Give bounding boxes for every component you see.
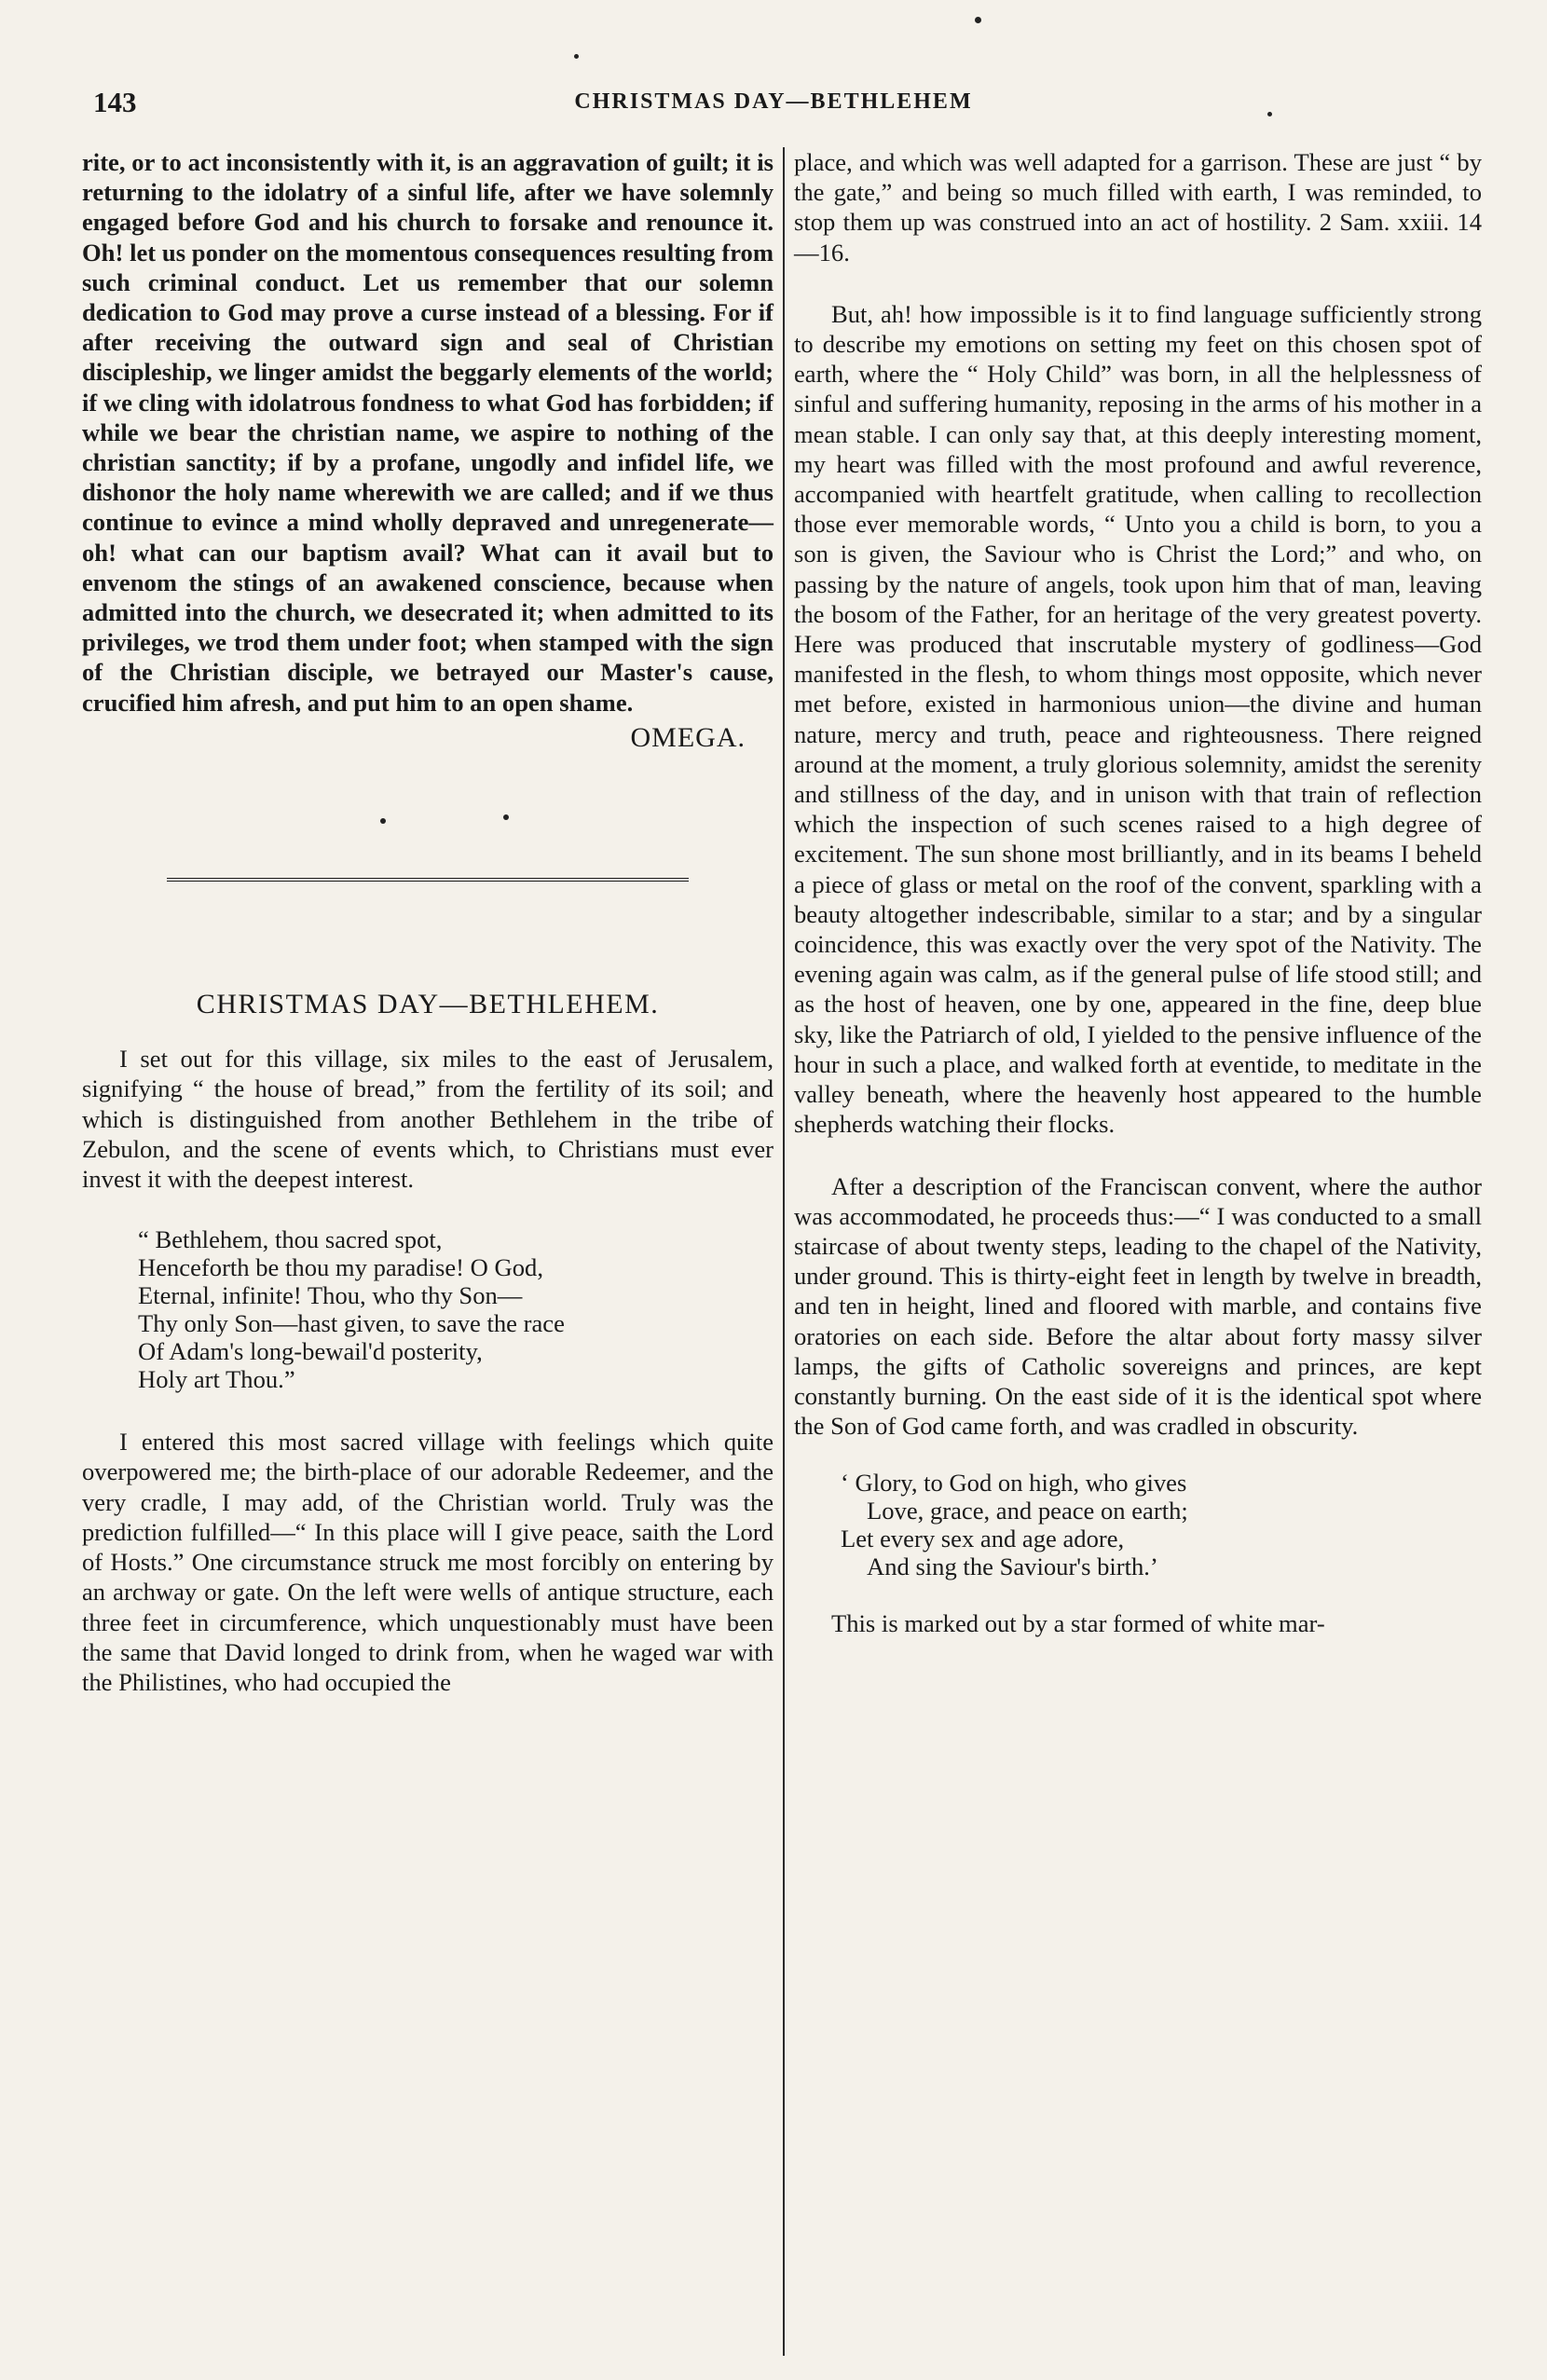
verse-line: Henceforth be thou my paradise! O God, xyxy=(138,1253,543,1282)
verse-line: Love, grace, and peace on earth; xyxy=(867,1497,1188,1525)
verse-line: And sing the Saviour's birth.’ xyxy=(867,1552,1158,1581)
verse-line: Let every sex and age adore, xyxy=(841,1525,1125,1553)
column-divider xyxy=(783,147,785,2356)
paragraph-star: This is marked out by a star formed of white mar- xyxy=(831,1609,1325,1638)
paragraph-entering-village: I entered this most sacred village with feelings which quite overpowered me; the birth-place of our adorable Redeemer, and the very cradle, I may add, of the Christian world. Truly was the prediction fulfilled—“ In this place will I give peace, saith the Lord of Hosts.” One circumstance struck me most forcibly on entering by an archway or gate. On the left were wells of antique structure, each three feet in circumference, which unquestionably must have been the same that David longed to drink from, when he waged war with the Philistines, who had occupied the xyxy=(82,1428,774,1696)
running-title: CHRISTMAS DAY—BETHLEHEM xyxy=(574,89,973,114)
speck xyxy=(380,818,386,824)
article-separator xyxy=(167,878,689,883)
essay-conclusion: rite, or to act inconsistently with it, is an aggravation of guilt; it is returning to the idolatry of a sinful life, after we have solemnly engaged before God and his church to forsake and renounce it. Oh! let us ponder on the momentous consequences resulting from such criminal conduct. Let us remember that our solemn dedication to God may prove a curse instead of a blessing. For if after receiving the outward sign and seal of Christian discipleship, we linger amidst the beggarly elements of the world; if we cling with idolatrous fondness to what God has forbidden; if while we bear the christian name, we aspire to nothing of the christian sanctity; if by a profane, ungodly and infidel life, we dishonor the holy name wherewith we are called; and if we thus continue to evince a mind wholly depraved and unregenerate—oh! what can our baptism avail? What can it avail but to envenom the stings of an awakened conscience, because when admitted into the church, we desecrated it; when admitted to its privileges, we trod them under foot; when stamped with the sign of the Christian disciple, we betrayed our Master's cause, crucified him afresh, and put him to an open shame. xyxy=(82,148,774,717)
paragraph-emotions: But, ah! how impossible is it to find language sufficiently strong to describe my emotions on setting my feet on this chosen spot of earth, where the “ Holy Child” was born, in all the helplessness of sinful and suffering humanity, reposing in the arms of his mother in a mean stable. I can only say that, at this deeply interesting moment, my heart was filled with the most profound and awful reverence, accompanied with heartfelt gratitude, when calling to recollection those ever memorable words, “ Unto you a child is born, to you a son is given, the Saviour who is Christ the Lord;” and who, on passing by the nature of angels, took upon him that of man, leaving the bosom of the Father, for an heritage of the very greatest poverty. Here was produced that inscrutable mystery of godliness—God manifested in the flesh, to whom things most opposite, which never met before, existed in harmonious union—the divine and human nature, mercy and truth, peace and righteousness. There reigned around at the moment, a truly glorious solemnity, amidst the serenity and stillness of the day, and in unison with that train of reflection which the inspection of such scenes raised to a high degree of excitement. The sun shone most brilliantly, and in its beams I beheld a piece of glass or metal on the roof of the convent, sparkling with a beauty altogether indescribable, similar to a star; and by a singular coincidence, this was exactly over the very spot of the Nativity. The evening again was calm, as if the general pulse of life stood still; and as the host of heaven, one by one, appeared in the fine, deep blue sky, like the Patriarch of old, I yielded to the pensive influence of the hour in such a place, and walked forth at eventide, to meditate in the valley beneath, where the heavenly host appeared to the humble shepherds watching their flocks. xyxy=(794,299,1482,1139)
verse-line: “ Bethlehem, thou sacred spot, xyxy=(138,1225,443,1254)
verse-line: Holy art Thou.” xyxy=(138,1365,295,1394)
verse-line: ‘ Glory, to God on high, who gives xyxy=(841,1469,1187,1498)
print-speck xyxy=(574,54,579,59)
left-column xyxy=(82,147,774,1697)
page-number: 143 xyxy=(93,86,137,118)
signature: OMEGA. xyxy=(630,721,746,753)
paragraph-gap xyxy=(794,267,1482,299)
article-intro: I set out for this village, six miles to the east of Jerusalem, signifying “ the house of bread,” from the fertility of its soil; and which is distinguished from another Bethlehem in the tribe of Zebulon, and the scene of events which, to Christians must ever invest it with the deepest interest. xyxy=(82,1045,774,1194)
paragraph-convent: After a description of the Franciscan convent, where the author was accommodated, he proceeds thus:—“ I was conducted to a small staircase of about twenty steps, leading to the chapel of the Nativity, under ground. This is thirty-eight feet in length by twelve in breadth, and ten in height, lined and floored with marble, and contains five oratories on each side. Before the altar about forty massy silver lamps, the gifts of Catholic sovereigns and princes, are kept constantly burning. On the east side of it is the identical spot where the Son of God came forth, and was cradled in obscurity. xyxy=(794,1171,1482,1441)
paragraph-gap xyxy=(794,1140,1482,1171)
right-column xyxy=(794,147,1482,1639)
verse-line: Thy only Son—hast given, to save the race xyxy=(138,1309,565,1338)
verse-glory xyxy=(794,1469,1482,1580)
article-title: CHRISTMAS DAY—BETHLEHEM. xyxy=(196,989,660,1020)
ornament-specks xyxy=(82,781,774,837)
print-speck xyxy=(975,17,981,23)
verse-line: Of Adam's long-bewail'd posterity, xyxy=(138,1337,483,1366)
verse-bethlehem xyxy=(82,1225,774,1393)
speck xyxy=(503,814,509,820)
running-head xyxy=(65,86,1482,123)
paragraph-continued: place, and which was well adapted for a garrison. These are just “ by the gate,” and being so much filled with earth, I was reminded, to stop them up was construed into an act of hostility. 2 Sam. xxiii. 14—16. xyxy=(794,148,1482,267)
verse-line: Eternal, infinite! Thou, who thy Son— xyxy=(138,1281,523,1310)
